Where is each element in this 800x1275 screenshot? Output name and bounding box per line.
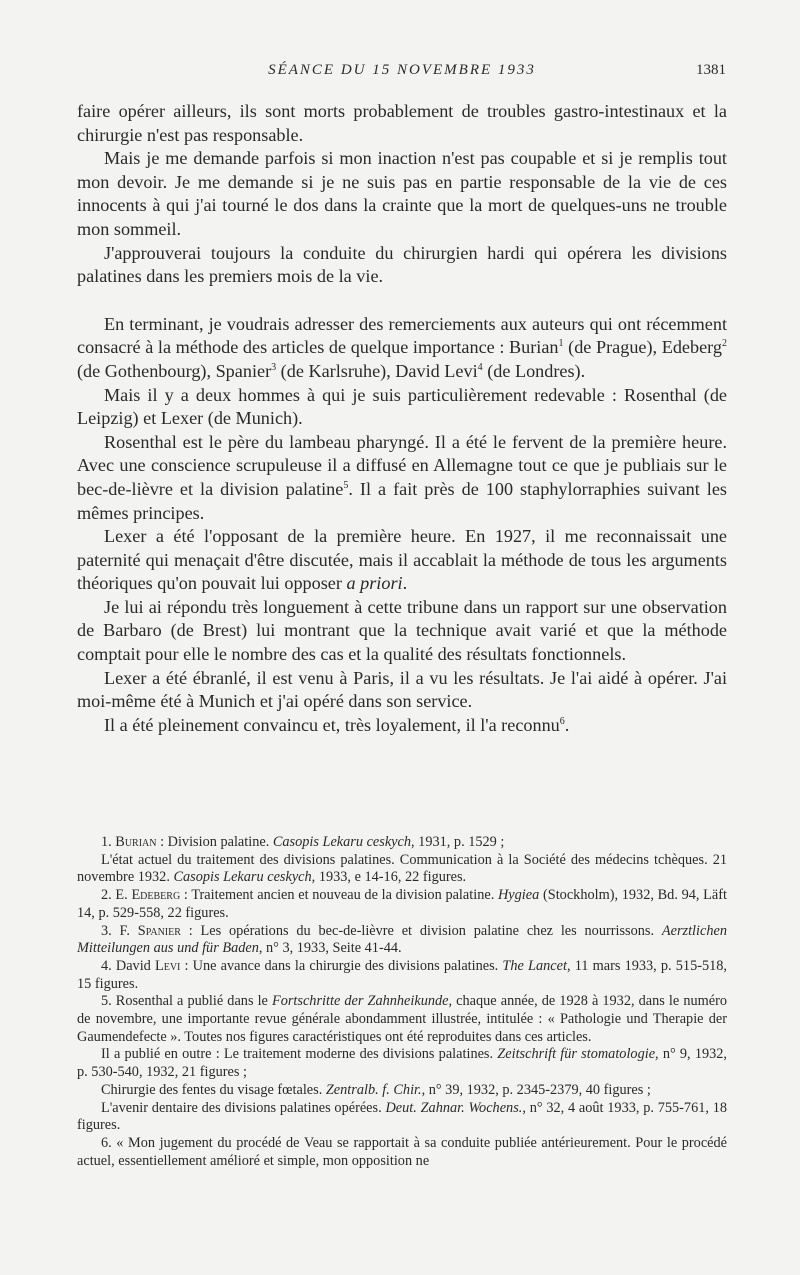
footnote-text: 5. Rosenthal a publié dans le bbox=[101, 993, 272, 1010]
footnote-ref: 1 bbox=[558, 338, 564, 350]
journal-title: Fortschritte der Zahnheikunde bbox=[271, 993, 449, 1010]
footnote-text: L'état actuel du traitement des divisions palatines. Communication à la Société des médecins tchèques. 21 novembre 1932. bbox=[77, 851, 727, 886]
footnote-text: , n° 3, 1933, Seite 41-44. bbox=[258, 940, 402, 957]
footnote-ref: 2 bbox=[722, 338, 727, 350]
journal-title: Zentralb. f. Chir. bbox=[325, 1081, 422, 1098]
footnote-text: (Stockholm), 1932, Bd. 94, Läft 14, p. 529-558, 22 figures. bbox=[77, 887, 727, 921]
paragraph bbox=[77, 431, 727, 525]
paragraph-text: . bbox=[402, 573, 408, 594]
paragraph-text: Rosenthal est le père du lambeau pharyngé. Il a été le fervent de la première heure. Avec une conscience scrupuleuse il a diffusé en Allemagne tout ce que je publiais sur le bec-de-lièvre et la division palatine bbox=[77, 431, 727, 499]
paragraph-text: Lexer a été l'opposant de la première heure. En 1927, il me reconnaissait une paternité qui menaçait d'être discutée, mais il accablait la méthode de tous les arguments théoriques qu'on pouvait lui opposer bbox=[77, 526, 727, 594]
footnote-text: , n° 39, 1932, p. 2345-2379, 40 figures ; bbox=[421, 1081, 651, 1098]
page-number: 1381 bbox=[696, 62, 726, 78]
author-name: Burian bbox=[115, 834, 157, 850]
footnote-ref: 6 bbox=[559, 715, 565, 727]
footnote-text: , 1931, p. 1529 ; bbox=[411, 834, 505, 850]
footnote-ref: 4 bbox=[477, 361, 483, 373]
footnote bbox=[77, 958, 727, 993]
footnote-text: , 1933, e 14-16, 22 figures. bbox=[311, 869, 467, 886]
footnote bbox=[77, 852, 727, 887]
paragraph bbox=[77, 313, 727, 384]
footnotes bbox=[77, 834, 727, 1170]
journal-title: The Lancet bbox=[502, 957, 567, 974]
paragraph-text: . Il a fait près de 100 staphylorraphies suivant les mêmes principes. bbox=[77, 478, 727, 523]
footnote-number: 2. E. bbox=[101, 887, 132, 904]
journal-title: Deut. Zahnar. Wochens. bbox=[385, 1099, 523, 1116]
footnote-text: , n° 32, 4 août 1933, p. 755-761, 18 figures. bbox=[77, 1099, 728, 1134]
paragraph: J'approuverai toujours la conduite du chirurgien hardi qui opérera les divisions palatines dans les premiers mois de la vie. bbox=[77, 242, 727, 287]
footnote-number: 4. David bbox=[101, 957, 155, 974]
footnote-text: : Les opérations du bec-de-lièvre et division palatine chez les nourrissons. bbox=[180, 922, 662, 939]
footnote bbox=[77, 887, 727, 922]
journal-title: Casopis Lekaru ceskych bbox=[272, 834, 412, 850]
journal-title: Zeitschrift für stomatologie bbox=[497, 1046, 656, 1063]
paragraph-text: (de Londres). bbox=[482, 360, 586, 381]
footnote bbox=[77, 993, 727, 1046]
footnote-text: Il a publié en outre : Le traitement moderne des divisions palatines. bbox=[101, 1046, 498, 1063]
paragraph: Lexer a été ébranlé, il est venu à Paris, il a vu les résultats. Je l'ai aidé à opérer. J'ai moi-même été à Munich et j'ai opéré dans son service. bbox=[77, 667, 727, 712]
footnote-number: 3. F. bbox=[101, 922, 138, 939]
paragraph-text: (de Karlsruhe), David Levi bbox=[276, 360, 478, 381]
paragraph bbox=[77, 525, 727, 596]
footnote-ref: 3 bbox=[271, 361, 277, 373]
italic-text: a priori bbox=[346, 573, 403, 594]
footnote-ref: 5 bbox=[343, 479, 349, 491]
main-text bbox=[77, 100, 727, 737]
header-title: SÉANCE DU 15 NOVEMBRE 1933 bbox=[268, 62, 536, 78]
footnote bbox=[77, 834, 727, 852]
paragraph-text: . bbox=[564, 714, 570, 735]
footnote bbox=[77, 1100, 727, 1135]
footnote-number: 1. bbox=[101, 834, 116, 850]
footnote-text: 6. « Mon jugement du procédé de Veau se rapportait à sa conduite publiée antérieurement. Pour le procédé actuel, essentiellement amélioré et simple, mon opposition ne bbox=[77, 1134, 727, 1169]
footnote-text: L'avenir dentaire des divisions palatines opérées. bbox=[101, 1099, 386, 1116]
paragraph: Mais il y a deux hommes à qui je suis particulièrement redevable : Rosenthal (de Leipzig) et Lexer (de Munich). bbox=[77, 384, 727, 429]
paragraph-text: (de Gothenbourg), Spanier bbox=[77, 360, 272, 381]
footnote-text: , n° 9, 1932, p. 530-540, 1932, 21 figures ; bbox=[77, 1046, 728, 1081]
author-name: Spanier bbox=[137, 922, 181, 939]
paragraph-text: (de Prague), Edeberg bbox=[563, 337, 722, 358]
author-name: Edeberg bbox=[131, 887, 181, 904]
footnote-text: , 11 mars 1933, p. 515-518, 15 figures. bbox=[77, 957, 728, 992]
footnote-text: , chaque année, de 1928 à 1932, dans le numéro de novembre, une importante revue générale abondamment illustrée, intitulée : « Pathologie und Therapie der Gaumendefecte ». Toutes nos figures caractéristiques ont été reproduites dans ces articles. bbox=[77, 993, 727, 1045]
footnote bbox=[77, 1135, 727, 1170]
footnote bbox=[77, 923, 727, 958]
footnote-text: : Une avance dans la chirurgie des divisions palatines. bbox=[180, 957, 503, 974]
journal-title: Hygiea bbox=[497, 887, 540, 904]
footnote-text: : Division palatine. bbox=[156, 834, 273, 850]
paragraph bbox=[77, 714, 727, 738]
journal-title: Aerztlichen Mitteilungen aus und für Baden bbox=[77, 922, 727, 957]
author-name: Levi bbox=[154, 957, 181, 974]
footnote bbox=[77, 1082, 727, 1100]
footnote-text: Chirurgie des fentes du visage fœtales. bbox=[101, 1081, 326, 1098]
paragraph-text: Il a été pleinement convaincu et, très loyalement, il l'a reconnu bbox=[104, 714, 560, 735]
paragraph: Mais je me demande parfois si mon inaction n'est pas coupable et si je remplis tout mon devoir. Je me demande si je ne suis pas en partie responsable de la vie de ces innocents à qui j'ai tourné le dos dans la crainte que la mort de quelques-uns ne trouble mon sommeil. bbox=[77, 148, 727, 239]
footnote-text: : Traitement ancien et nouveau de la division palatine. bbox=[180, 887, 498, 904]
journal-title: Casopis Lekaru ceskych bbox=[173, 869, 312, 886]
running-header bbox=[78, 62, 726, 86]
footnote bbox=[77, 1046, 727, 1081]
paragraph-text: En terminant, je voudrais adresser des remerciements aux auteurs qui ont récemment consacré à la méthode des articles de quelque importance : Burian bbox=[77, 313, 727, 358]
paragraph: faire opérer ailleurs, ils sont morts probablement de troubles gastro-intestinaux et la chirurgie n'est pas responsable. bbox=[77, 101, 727, 145]
paragraph: Je lui ai répondu très longuement à cette tribune dans un rapport sur une observation de Barbaro (de Brest) lui montrant que la technique avait varié et que la méthode comptait pour elle le nombre des cas et la qualité des résultats fonctionnels. bbox=[77, 596, 727, 665]
